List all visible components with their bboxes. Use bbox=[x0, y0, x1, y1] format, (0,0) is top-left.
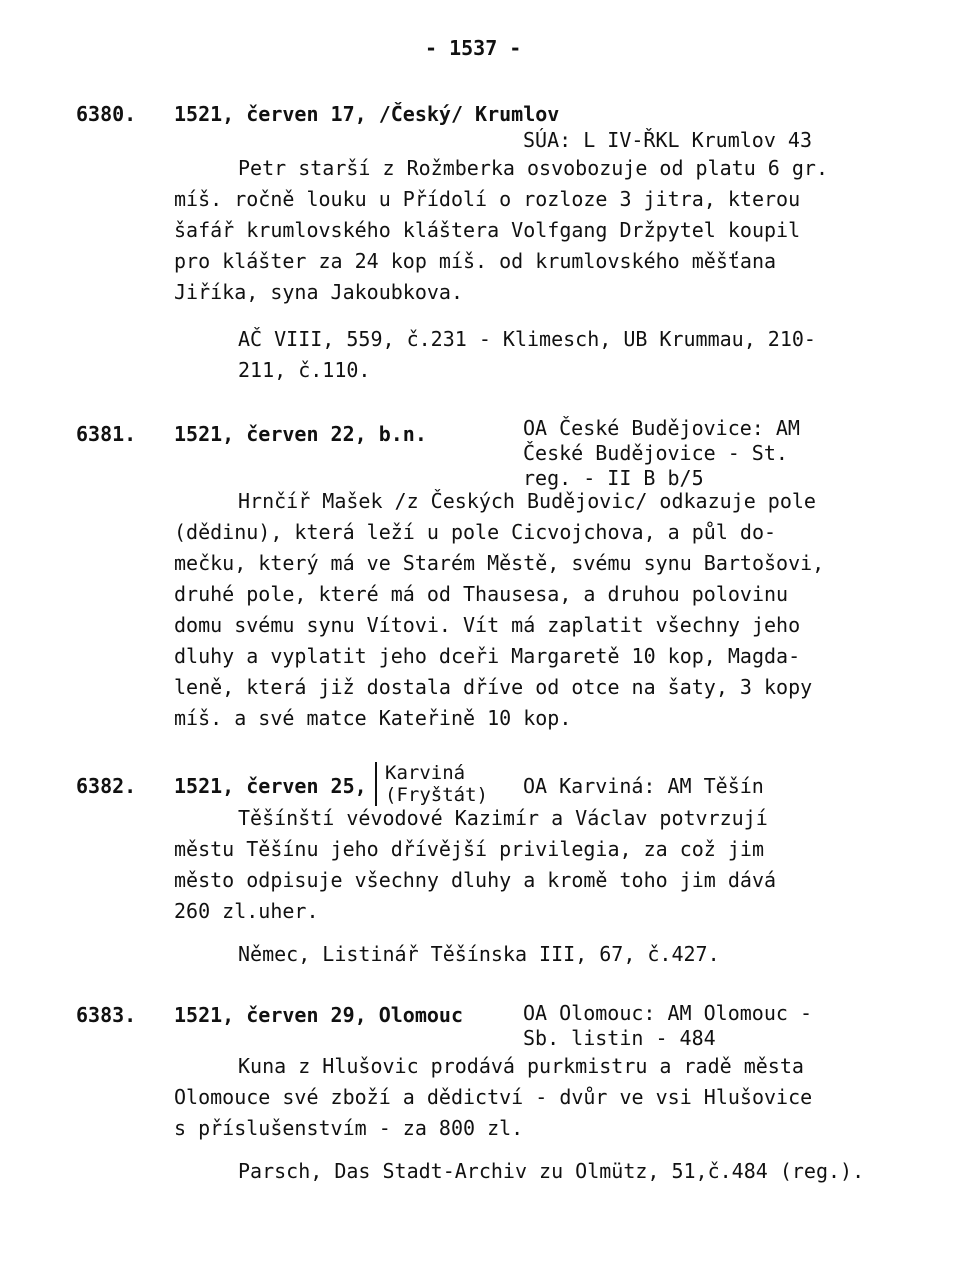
text-line: druhé pole, které má od Thausesa, a druhou polovinu bbox=[174, 582, 789, 606]
entry-text bbox=[174, 486, 824, 734]
text-line: míš. a své matce Kateřině 10 kop. bbox=[174, 706, 572, 730]
text-line: město odpisuje všechny dluhy a kromě toho jim dává bbox=[174, 868, 777, 892]
text-line: Kuna z Hlušovic prodává purkmistru a radě města bbox=[238, 1054, 804, 1078]
place-bracket-line bbox=[375, 762, 377, 806]
text-line: 260 zl.uher. bbox=[174, 899, 319, 923]
entry-date-place: 1521, červen 17, /Český/ Krumlov bbox=[174, 102, 560, 126]
archive-line: Sb. listin - 484 bbox=[523, 1026, 716, 1050]
entry-number: 6382. bbox=[76, 774, 137, 798]
text-line: Petr starší z Rožmberka osvobozuje od platu 6 gr. bbox=[238, 156, 829, 180]
entry-archive: OA Karviná: AM Těšín bbox=[523, 774, 764, 798]
archive-line: OA České Budějovice: AM bbox=[523, 416, 800, 440]
text-line: Jiříka, syna Jakoubkova. bbox=[174, 280, 463, 304]
entry-number: 6381. bbox=[76, 422, 137, 446]
text-line: pro klášter za 24 kop míš. od krumlovského měšťana bbox=[174, 249, 777, 273]
entry-place-lower: (Fryštát) bbox=[385, 784, 488, 806]
archive-line: reg. - II B b/5 bbox=[523, 466, 704, 490]
page-number: - 1537 - bbox=[425, 36, 522, 60]
reference-line: AČ VIII, 559, č.231 - Klimesch, UB Krummau, 210- bbox=[238, 327, 816, 351]
entry-archive bbox=[523, 1001, 812, 1051]
text-line: leně, která již dostala dříve od otce na šaty, 3 kopy bbox=[174, 675, 813, 699]
entry-place-upper: Karviná bbox=[385, 762, 466, 784]
text-line: (dědinu), která leží u pole Cicvojchova, a půl do- bbox=[174, 520, 777, 544]
entry-date-place: 1521, červen 29, Olomouc bbox=[174, 1003, 463, 1027]
entry-archive: SÚA: L IV-ŘKL Krumlov 43 bbox=[523, 128, 812, 152]
entry-reference bbox=[174, 324, 816, 386]
reference-line: Němec, Listinář Těšínska III, 67, č.427. bbox=[238, 942, 720, 966]
text-line: s příslušenstvím - za 800 zl. bbox=[174, 1116, 524, 1140]
entry-date-place: 1521, červen 22, b.n. bbox=[174, 422, 427, 446]
reference-line: Parsch, Das Stadt-Archiv zu Olmütz, 51,č.484 (reg.). bbox=[238, 1159, 865, 1183]
reference-line: 211, č.110. bbox=[238, 358, 371, 382]
entry-reference bbox=[174, 939, 720, 970]
text-line: Hrnčíř Mašek /z Českých Budějovic/ odkazuje pole bbox=[238, 489, 816, 513]
text-line: mečku, který má ve Starém Městě, svému synu Bartošovi, bbox=[174, 551, 825, 575]
archive-line: České Budějovice - St. bbox=[523, 441, 788, 465]
entry-archive bbox=[523, 416, 800, 491]
entry-number: 6383. bbox=[76, 1003, 137, 1027]
entry-text bbox=[174, 1051, 812, 1144]
text-line: dluhy a vyplatit jeho dceři Margaretě 10 kop, Magda- bbox=[174, 644, 801, 668]
text-line: domu svému synu Vítovi. Vít má zaplatit všechny jeho bbox=[174, 613, 801, 637]
entry-reference bbox=[174, 1156, 864, 1187]
text-line: Olomouce své zboží a dědictví - dvůr ve vsi Hlušovice bbox=[174, 1085, 813, 1109]
archive-line: OA Olomouc: AM Olomouc - bbox=[523, 1001, 812, 1025]
entry-date-place: 1521, červen 25, bbox=[174, 774, 367, 798]
text-line: městu Těšínu jeho dřívější privilegia, za což jim bbox=[174, 837, 765, 861]
text-line: míš. ročně louku u Přídolí o rozloze 3 jitra, kterou bbox=[174, 187, 801, 211]
text-line: šafář krumlovského kláštera Volfgang Držpytel koupil bbox=[174, 218, 801, 242]
text-line: Těšínští vévodové Kazimír a Václav potvrzují bbox=[238, 806, 768, 830]
entry-number: 6380. bbox=[76, 102, 137, 126]
entry-text bbox=[174, 803, 776, 927]
entry-text bbox=[174, 153, 828, 308]
